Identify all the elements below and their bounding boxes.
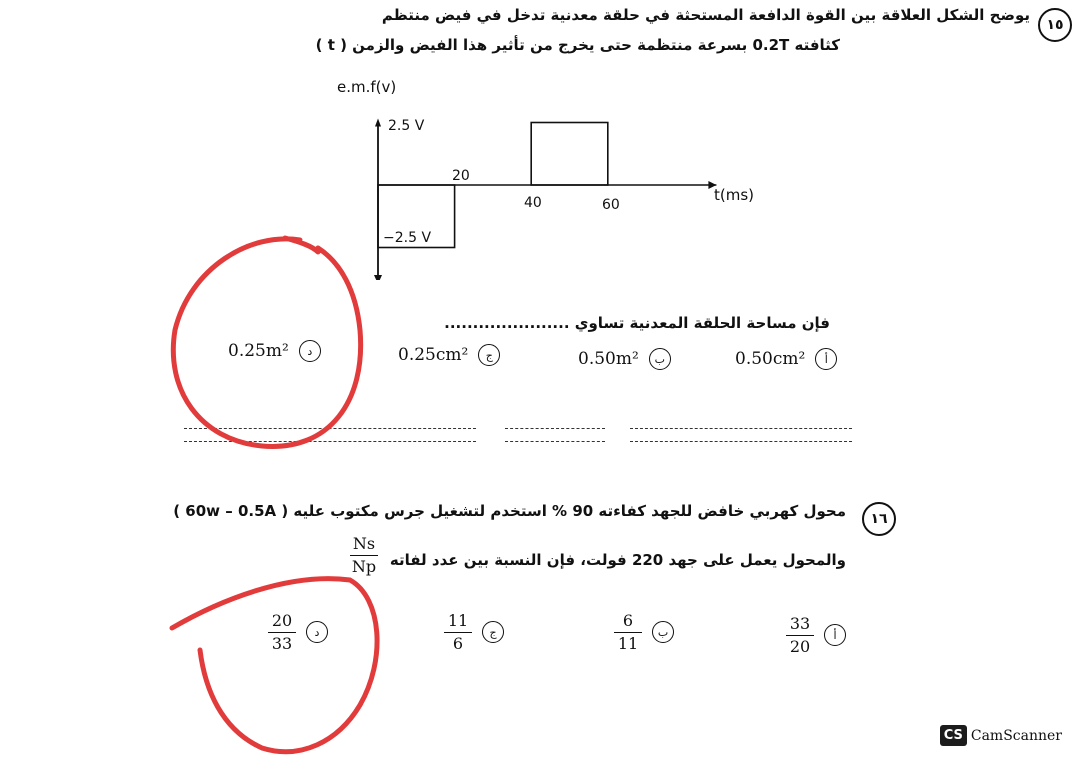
option-badge: د (299, 340, 321, 362)
question-15-line1: يوضح الشكل العلاقة بين القوة الدافعة المستحثة في حلقة معدنية تدخل في فيض منتظم (381, 6, 1030, 24)
question-16-number: ١٦ (862, 502, 896, 536)
question-16-line1: محول كهربي خافض للجهد كفاءته 90 % استخدم لتشغيل جرس مكتوب عليه ( 60w – 0.5A ) (173, 502, 846, 520)
fraction-denominator: 6 (452, 633, 464, 653)
option-badge: ج (478, 344, 500, 366)
answer-circle-q16 (172, 579, 377, 752)
fraction-numerator: 20 (271, 611, 293, 630)
y-axis-label: e.m.f(v) (337, 78, 397, 96)
option-badge: د (306, 621, 328, 643)
fraction-numerator: 6 (622, 611, 634, 630)
y-label-negative: −2.5 V (383, 230, 432, 246)
option-value: 0.50m² (578, 349, 639, 369)
fraction-denominator: 20 (789, 636, 811, 656)
option-badge: أ (815, 348, 837, 370)
x-tick-60: 60 (602, 197, 620, 213)
camscanner-logo: CS (940, 725, 967, 746)
x-axis-label: t(ms) (714, 186, 755, 204)
x-tick-20: 20 (452, 168, 470, 184)
option-badge: ب (652, 621, 674, 643)
option-badge: ب (649, 348, 671, 370)
y-label-positive: 2.5 V (388, 118, 425, 134)
x-tick-40: 40 (524, 195, 542, 211)
option-value: 0.25m² (228, 341, 289, 361)
fraction-numerator: 33 (789, 614, 811, 633)
question-15-line2: كثافته 0.2T بسرعة منتظمة حتى يخرج من تأثير هذا الفيض والزمن ( t ) (315, 36, 840, 54)
fraction-denominator: 11 (617, 633, 639, 653)
ratio-numerator: Ns (352, 534, 376, 553)
answer-circle-q15 (173, 238, 360, 446)
option-badge: أ (824, 624, 846, 646)
question-15-prompt: فإن مساحة الحلقة المعدنية تساوي ...................... (444, 314, 830, 332)
option-badge: ج (482, 621, 504, 643)
question-16-line2: والمحول يعمل على جهد 220 فولت، فإن النسبة بين عدد لفاته (389, 551, 846, 569)
fraction-denominator: 33 (271, 633, 293, 653)
camscanner-text: CamScanner (970, 727, 1062, 744)
option-value: 0.50cm² (735, 349, 806, 369)
fraction-numerator: 11 (447, 611, 469, 630)
option-value: 0.25cm² (398, 345, 469, 365)
question-15-number: ١٥ (1038, 8, 1072, 42)
ratio-denominator: Np (351, 556, 377, 576)
camscanner-watermark (940, 725, 1062, 746)
